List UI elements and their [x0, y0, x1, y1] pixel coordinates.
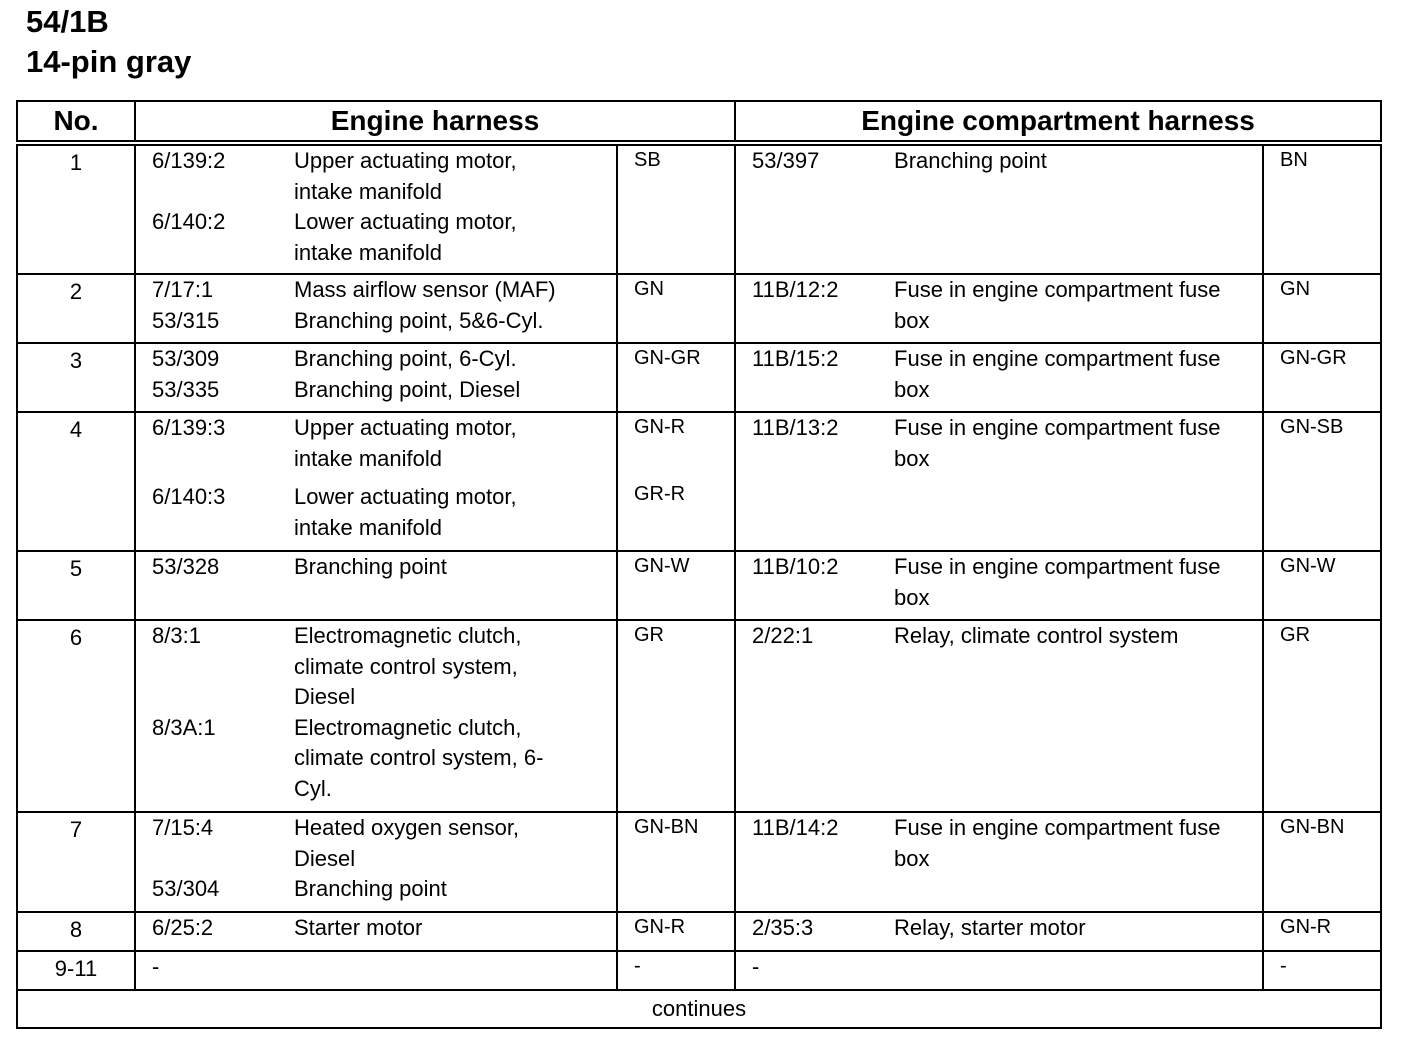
comp-component-description: Branching point — [894, 148, 1047, 173]
wire-color: GN-BN — [1280, 816, 1345, 838]
comp-component-code: 2/22:1 — [752, 623, 814, 648]
comp-component-description: Fuse in engine compartment fuse box — [894, 554, 1221, 610]
comp-wire-color-cell — [1263, 812, 1381, 912]
engine-component-description: Branching point, 6-Cyl. — [294, 346, 517, 371]
wire-color: GN — [634, 278, 664, 300]
footer-row — [17, 990, 1381, 1028]
engine-wire-color-cell — [617, 620, 735, 812]
wire-color: GN-BN — [634, 816, 699, 838]
engine-component-code: 7/15:4 — [152, 815, 214, 840]
pin-number: 6 — [17, 620, 135, 812]
engine-component-code: 6/139:2 — [152, 148, 226, 173]
wire-color: GN-R — [1280, 916, 1332, 938]
table-row — [17, 812, 1381, 912]
table-row — [17, 274, 1381, 343]
comp-component-code: 11B/10:2 — [752, 554, 839, 579]
header-engine-harness: Engine harness — [135, 101, 735, 143]
engine-wire-color-cell — [617, 412, 735, 551]
wire-color: GN-GR — [1280, 347, 1347, 369]
compartment-harness-cell — [735, 812, 1263, 912]
engine-component-code: 8/3:1 — [152, 623, 201, 648]
pin-number: 4 — [17, 412, 135, 551]
table-row — [17, 951, 1381, 990]
wire-color: GR-R — [634, 483, 686, 505]
engine-component-description: Lower actuating motor, intake manifold — [294, 484, 517, 540]
engine-wire-color-cell — [617, 551, 735, 620]
comp-component-description: Fuse in engine compartment fuse box — [894, 346, 1221, 402]
comp-component-description — [894, 952, 1262, 983]
engine-component-code: - — [152, 954, 160, 979]
comp-component-code: 2/35:3 — [752, 915, 814, 940]
engine-component-description — [294, 952, 616, 983]
comp-component-description: Fuse in engine compartment fuse box — [894, 815, 1221, 871]
header-no: No. — [17, 101, 135, 143]
engine-harness-cell — [135, 412, 617, 551]
pin-number: 1 — [17, 143, 135, 274]
comp-wire-color-cell — [1263, 412, 1381, 551]
comp-wire-color-cell — [1263, 274, 1381, 343]
wire-color: GN-W — [634, 555, 690, 577]
wire-color: GR — [1280, 624, 1311, 646]
engine-wire-color-cell — [617, 274, 735, 343]
comp-wire-color-cell — [1263, 912, 1381, 951]
engine-component-description: Lower actuating motor, intake manifold — [294, 209, 517, 265]
engine-harness-cell — [135, 951, 617, 990]
engine-component-code: 53/335 — [152, 376, 220, 402]
comp-wire-color-cell — [1263, 143, 1381, 274]
comp-wire-color-cell — [1263, 551, 1381, 620]
comp-component-description: Fuse in engine compartment fuse box — [894, 277, 1221, 333]
engine-component-code: 53/328 — [152, 554, 220, 579]
connector-description: 14-pin gray — [26, 44, 192, 79]
engine-component-description: Electromagnetic clutch, climate control system, 6-Cyl. — [294, 714, 544, 801]
engine-component-code: 53/309 — [152, 346, 220, 371]
comp-component-code: 11B/15:2 — [752, 346, 839, 371]
wire-color: SB — [634, 149, 661, 171]
comp-wire-color-cell — [1263, 343, 1381, 412]
comp-component-code: 53/397 — [752, 148, 820, 173]
comp-component-description: Relay, starter motor — [894, 915, 1086, 940]
comp-component-description: Fuse in engine compartment fuse box — [894, 415, 1221, 471]
table-row — [17, 912, 1381, 951]
engine-component-description: Starter motor — [294, 915, 423, 940]
table-row — [17, 620, 1381, 812]
pin-table — [16, 100, 1382, 1029]
engine-component-description: Electromagnetic clutch, climate control system, Diesel — [294, 623, 522, 709]
compartment-harness-cell — [735, 912, 1263, 951]
wire-color: GN-R — [634, 916, 686, 938]
compartment-harness-cell — [735, 551, 1263, 620]
engine-harness-cell — [135, 143, 617, 274]
compartment-harness-cell — [735, 343, 1263, 412]
pin-number: 7 — [17, 812, 135, 912]
compartment-harness-cell — [735, 951, 1263, 990]
comp-component-code: 11B/13:2 — [752, 415, 839, 440]
engine-component-description: Mass airflow sensor (MAF) — [294, 277, 556, 302]
comp-component-code: 11B/14:2 — [752, 815, 839, 840]
pin-number: 5 — [17, 551, 135, 620]
engine-harness-cell — [135, 274, 617, 343]
engine-component-description: Branching point — [294, 554, 447, 579]
engine-wire-color-cell — [617, 912, 735, 951]
pin-number: 3 — [17, 343, 135, 412]
table-header-row — [17, 101, 1381, 143]
table-row — [17, 143, 1381, 274]
engine-component-description: Branching point, Diesel — [294, 376, 521, 402]
pin-number: 8 — [17, 912, 135, 951]
compartment-harness-cell — [735, 620, 1263, 812]
engine-component-description: Branching point, 5&6-Cyl. — [294, 307, 544, 333]
wire-color: - — [1280, 955, 1287, 977]
engine-component-description: Upper actuating motor, intake manifold — [294, 148, 517, 204]
engine-harness-cell — [135, 620, 617, 812]
engine-wire-color-cell — [617, 812, 735, 912]
wire-color: - — [634, 955, 641, 977]
engine-component-description: Branching point — [294, 876, 447, 901]
table-row — [17, 412, 1381, 551]
wire-color: GN-SB — [1280, 416, 1344, 438]
compartment-harness-cell — [735, 274, 1263, 343]
engine-component-code: 6/25:2 — [152, 915, 214, 940]
engine-component-code: 53/304 — [152, 876, 220, 901]
engine-wire-color-cell — [617, 143, 735, 274]
engine-component-code: 6/139:3 — [152, 415, 226, 440]
engine-component-code: 6/140:2 — [152, 209, 226, 234]
compartment-harness-cell — [735, 143, 1263, 274]
table-row — [17, 551, 1381, 620]
comp-component-code: 11B/12:2 — [752, 277, 839, 302]
pin-number: 9-11 — [17, 951, 135, 990]
comp-wire-color-cell — [1263, 951, 1381, 990]
table-row — [17, 343, 1381, 412]
engine-component-code: 53/315 — [152, 307, 220, 333]
comp-wire-color-cell — [1263, 620, 1381, 812]
continues-note: continues — [17, 990, 1381, 1028]
comp-component-description: Relay, climate control system — [894, 623, 1179, 648]
wire-color: GN — [1280, 278, 1311, 300]
engine-component-code: 7/17:1 — [152, 277, 214, 302]
wire-color: GN-GR — [634, 347, 701, 369]
engine-component-code: 8/3A:1 — [152, 714, 216, 740]
header-engine-compartment-harness: Engine compartment harness — [735, 101, 1381, 143]
engine-harness-cell — [135, 343, 617, 412]
engine-component-description: Upper actuating motor, intake manifold — [294, 415, 517, 471]
pin-number: 2 — [17, 274, 135, 343]
wire-color: BN — [1280, 149, 1308, 171]
engine-component-code: 6/140:3 — [152, 484, 226, 509]
engine-harness-cell — [135, 912, 617, 951]
engine-harness-cell — [135, 551, 617, 620]
comp-component-code: - — [752, 954, 760, 979]
engine-wire-color-cell — [617, 951, 735, 990]
connector-id: 54/1B — [26, 4, 109, 39]
engine-wire-color-cell — [617, 343, 735, 412]
wire-color: GR — [634, 624, 664, 646]
compartment-harness-cell — [735, 412, 1263, 551]
wire-color: GN-W — [1280, 555, 1336, 577]
engine-harness-cell — [135, 812, 617, 912]
engine-component-description: Heated oxygen sensor, Diesel — [294, 815, 520, 871]
wire-color: GN-R — [634, 416, 686, 438]
